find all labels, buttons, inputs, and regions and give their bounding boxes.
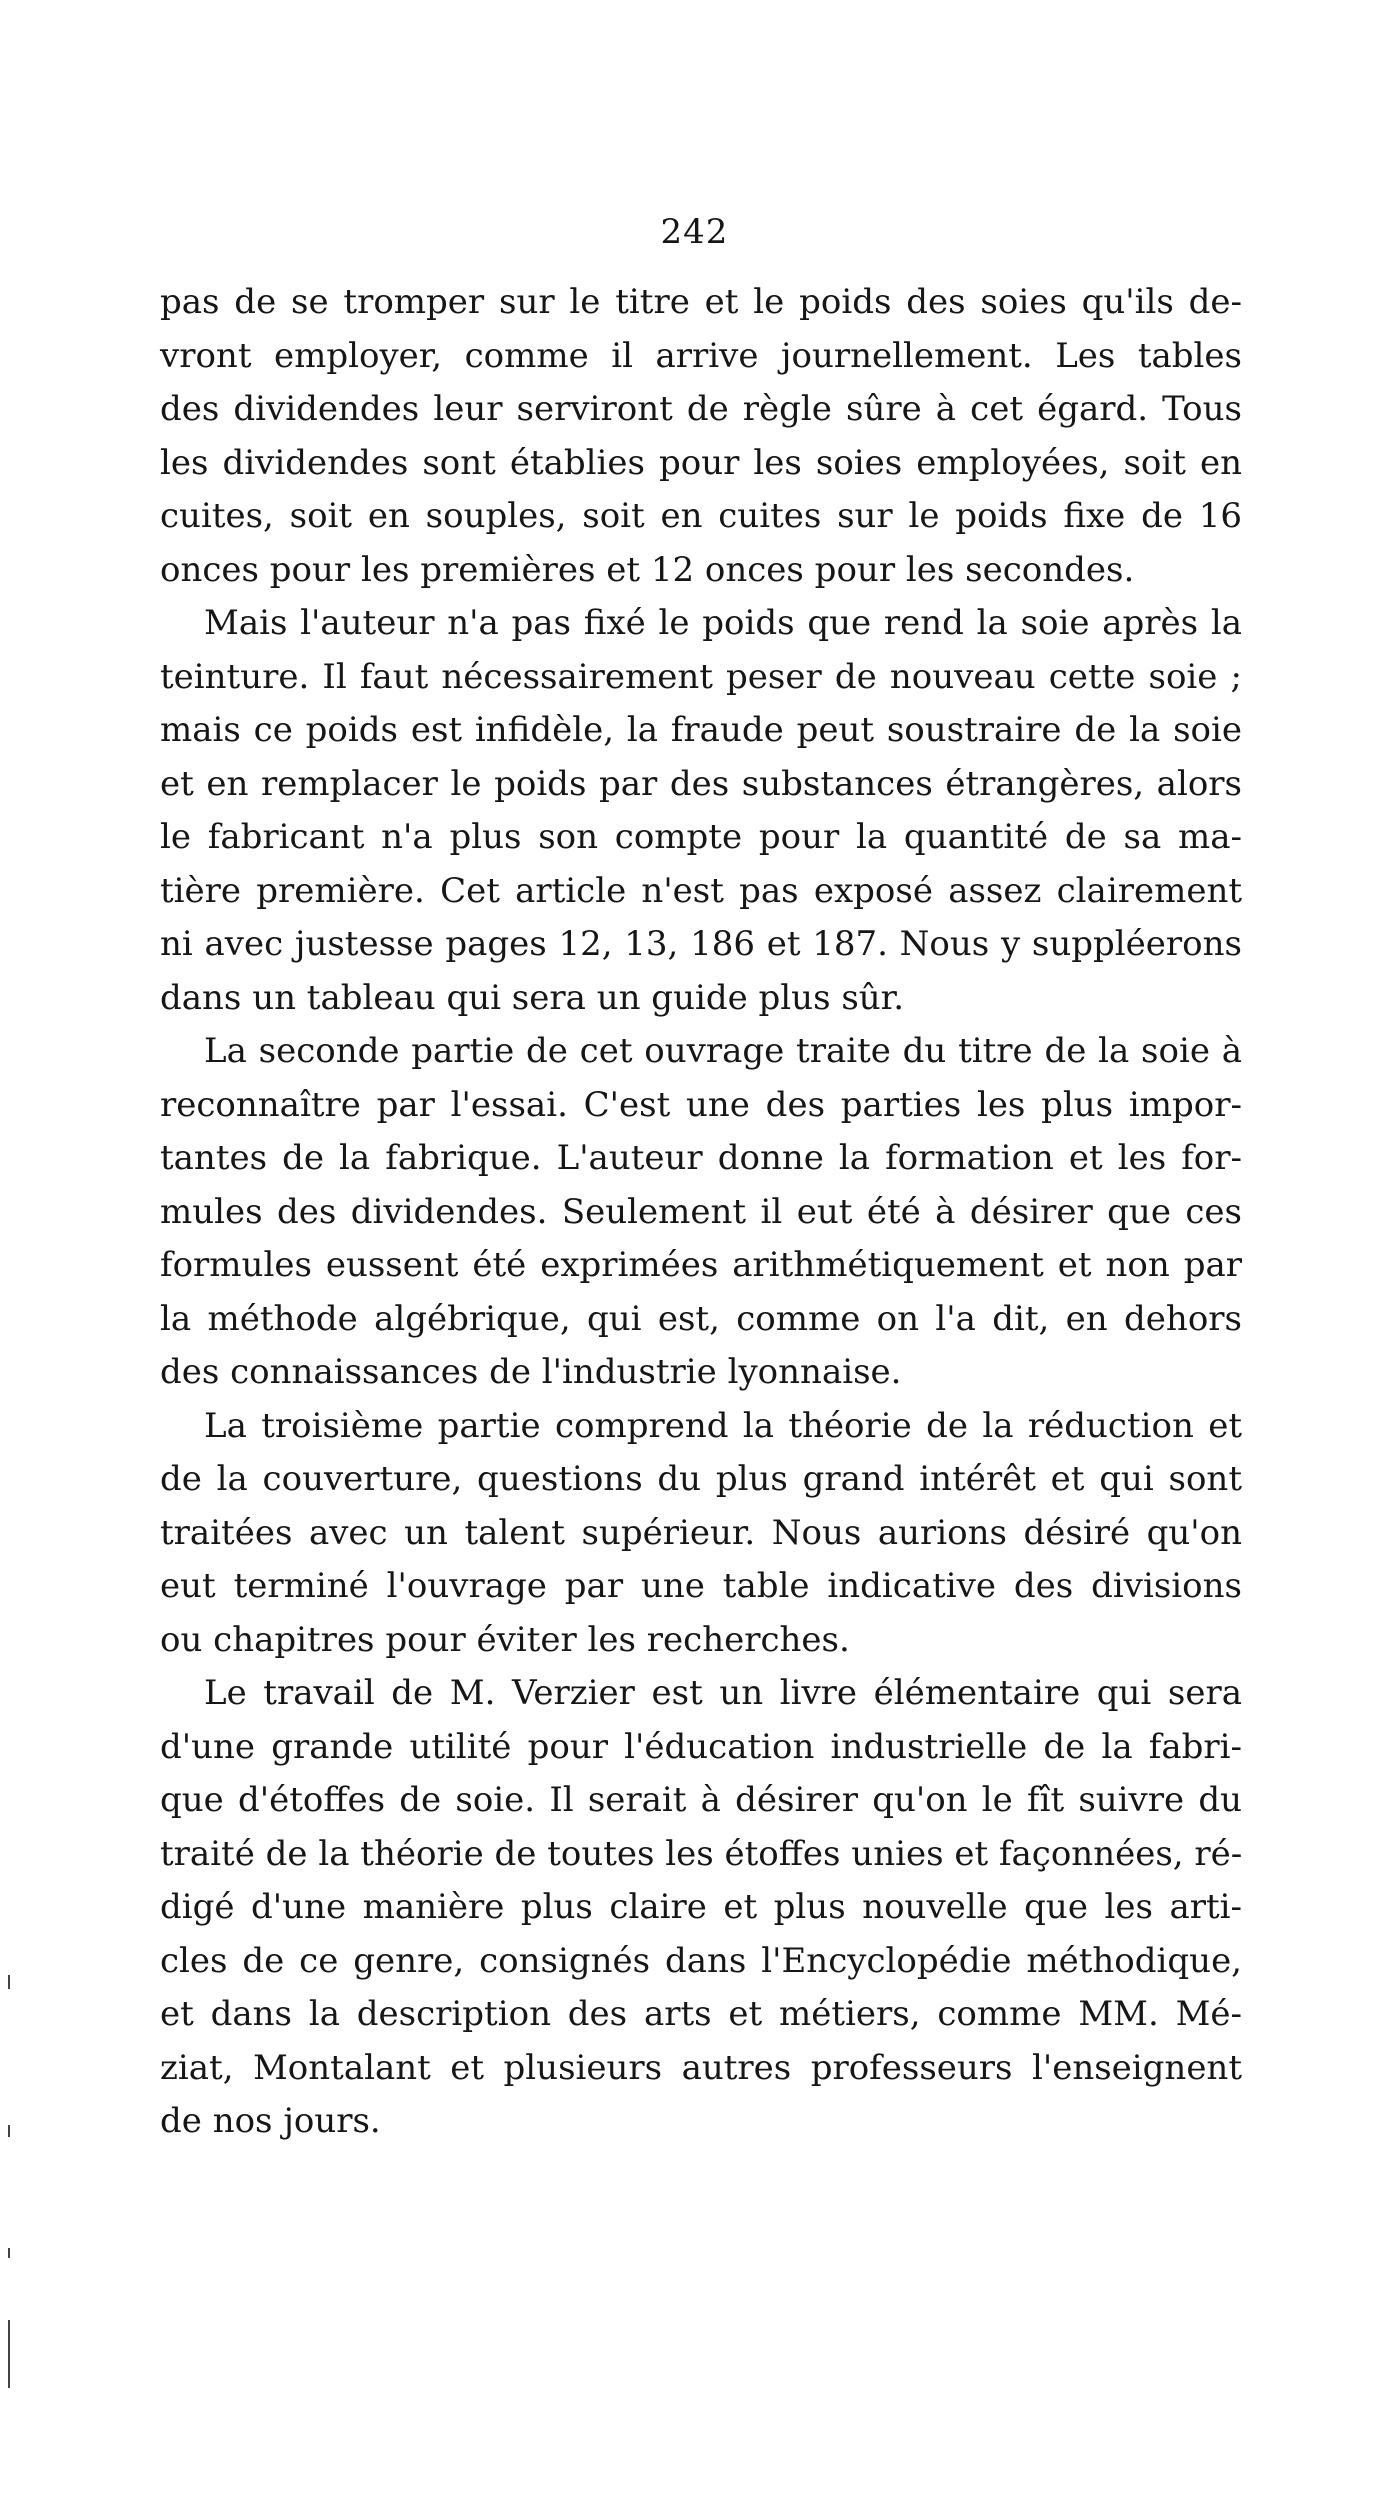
text-line: mules des dividendes. Seulement il eut été à désirer que ces	[160, 1191, 1242, 1232]
text-line: le fabricant n'a plus son compte pour la quantité de sa ma-	[160, 817, 1242, 857]
text-line: dans un tableau qui sera un guide plus sûr.	[160, 977, 904, 1018]
text-line: et dans la description des arts et métiers, comme MM. Mé-	[160, 1994, 1242, 2034]
text-line: de nos jours.	[160, 2101, 381, 2141]
text-line: tière première. Cet article n'est pas exposé assez clairement	[160, 870, 1242, 911]
text-line: vront employer, comme il arrive journellement. Les tables	[160, 335, 1242, 376]
scan-margin-mark	[8, 1975, 10, 1989]
text-line: La seconde partie de cet ouvrage traite du titre de la soie à	[204, 1031, 1242, 1071]
page-number: 242	[660, 212, 729, 252]
text-line: ziat, Montalant et plusieurs autres professeurs l'enseignent	[160, 2047, 1242, 2088]
text-line: onces pour les premières et 12 onces pour les secondes.	[160, 549, 1135, 590]
text-line: Le travail de M. Verzier est un livre élémentaire qui sera	[204, 1673, 1242, 1713]
text-line: ou chapitres pour éviter les recherches.	[160, 1619, 850, 1660]
text-line: que d'étoffes de soie. Il serait à désirer qu'on le fît suivre du	[160, 1780, 1242, 1820]
text-line: reconnaître par l'essai. C'est une des parties les plus impor-	[160, 1084, 1242, 1125]
body-text	[160, 276, 1242, 2149]
scan-margin-mark	[8, 2248, 10, 2258]
text-line: cuites, soit en souples, soit en cuites sur le poids fixe de 16	[160, 496, 1242, 536]
scan-margin-mark	[8, 2320, 10, 2388]
text-line: mais ce poids est infidèle, la fraude peut soustraire de la soie	[160, 710, 1242, 750]
paragraph-1	[160, 276, 1242, 597]
text-line: les dividendes sont établies pour les soies employées, soit en	[160, 442, 1242, 483]
text-line: ni avec justesse pages 12, 13, 186 et 187. Nous y suppléerons	[160, 924, 1242, 964]
text-line: teinture. Il faut nécessairement peser de nouveau cette soie ;	[160, 656, 1242, 697]
text-line: des dividendes leur serviront de règle sûre à cet égard. Tous	[160, 389, 1242, 429]
paragraph-2	[160, 597, 1242, 1025]
text-line: d'une grande utilité pour l'éducation industrielle de la fabri-	[160, 1726, 1242, 1767]
text-line: pas de se tromper sur le titre et le poids des soies qu'ils de-	[160, 282, 1242, 322]
text-line: et en remplacer le poids par des substances étrangères, alors	[160, 763, 1242, 804]
text-line: La troisième partie comprend la théorie de la réduction et	[204, 1405, 1242, 1446]
text-line: traité de la théorie de toutes les étoffes unies et façonnées, ré-	[160, 1833, 1243, 1874]
text-line: tantes de la fabrique. L'auteur donne la formation et les for-	[160, 1138, 1242, 1178]
paragraph-3	[160, 1025, 1242, 1400]
text-line: la méthode algébrique, qui est, comme on l'a dit, en dehors	[160, 1298, 1242, 1339]
text-line: traitées avec un talent supérieur. Nous aurions désiré qu'on	[160, 1512, 1242, 1553]
text-line: des connaissances de l'industrie lyonnaise.	[160, 1352, 902, 1392]
text-line: cles de ce genre, consignés dans l'Encyclopédie méthodique,	[160, 1940, 1242, 1981]
text-line: eut terminé l'ouvrage par une table indicative des divisions	[160, 1566, 1242, 1606]
text-line: digé d'une manière plus claire et plus nouvelle que les arti-	[160, 1887, 1242, 1927]
paragraph-4	[160, 1400, 1242, 1668]
text-line: Mais l'auteur n'a pas fixé le poids que rend la soie après la	[204, 603, 1242, 643]
text-line: formules eussent été exprimées arithmétiquement et non par	[160, 1245, 1242, 1285]
paragraph-5	[160, 1667, 1242, 2149]
scan-margin-mark	[8, 2125, 10, 2137]
text-line: de la couverture, questions du plus grand intérêt et qui sont	[160, 1459, 1242, 1499]
